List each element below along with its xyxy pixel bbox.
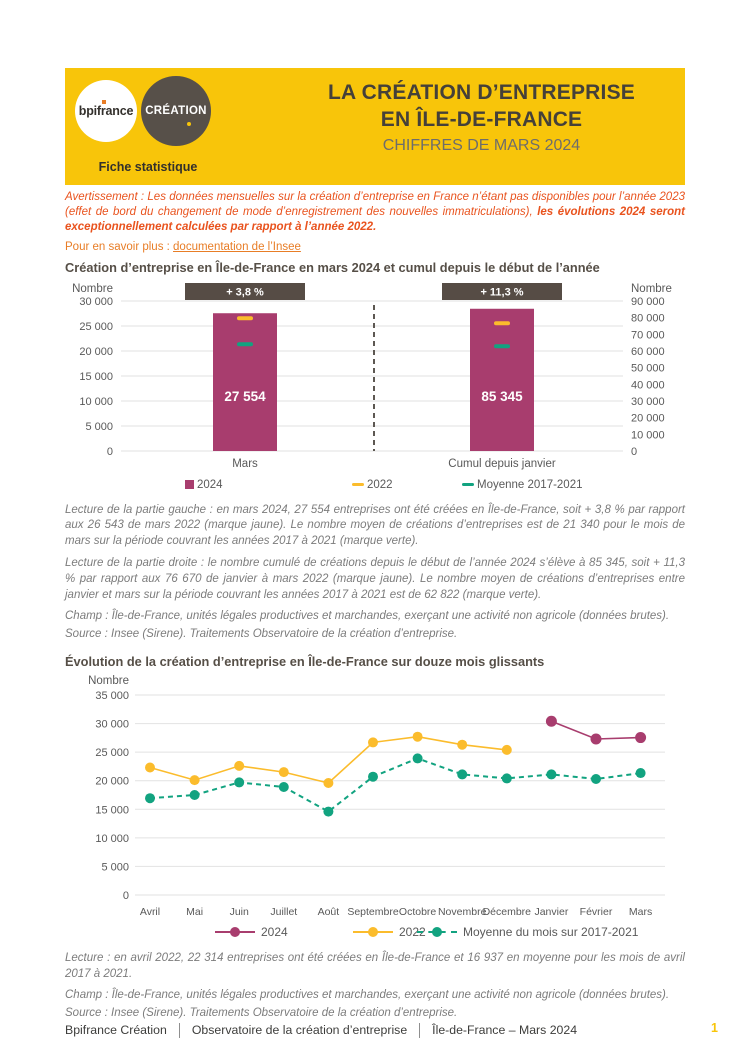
- page-number: 1: [711, 1021, 718, 1035]
- x-category-label: Mars: [232, 457, 258, 470]
- y-tick: 25 000: [95, 747, 129, 760]
- y-tick-right: 20 000: [631, 412, 665, 425]
- data-point: [279, 768, 289, 778]
- data-point: [368, 772, 378, 782]
- section1-heading: Création d’entreprise en Île-de-France en mars 2024 et cumul depuis le début de l’année: [65, 259, 600, 275]
- line-chart-legend: [65, 923, 685, 947]
- y-axis-label: Nombre: [88, 675, 129, 688]
- legend-label-2022: 2022: [367, 478, 393, 491]
- logo-caption: Fiche statistique: [98, 160, 198, 174]
- y-tick: 5 000: [101, 861, 129, 874]
- y-tick-right: 70 000: [631, 328, 665, 341]
- x-category-label: Cumul depuis janvier: [448, 457, 556, 470]
- data-point: [457, 770, 467, 780]
- data-point: [323, 807, 333, 817]
- y-tick-left: 25 000: [79, 320, 113, 333]
- data-point: [190, 776, 200, 786]
- evolution-badge-label: + 11,3 %: [480, 286, 524, 299]
- section2-heading: Évolution de la création d’entreprise en Île-de-France sur douze mois glissants: [65, 654, 545, 670]
- insee-documentation-link[interactable]: documentation de l’Insee: [173, 240, 301, 253]
- y-tick-left: 30 000: [79, 295, 113, 308]
- x-month-label: Décembre: [482, 906, 532, 919]
- page-title-line1: LA CRÉATION D’ENTREPRISE: [328, 81, 635, 104]
- x-month-label: Juillet: [270, 906, 298, 919]
- y-tick-right: 80 000: [631, 312, 665, 325]
- bpifrance-logo: [75, 80, 137, 142]
- lecture-right-paragraph: Lecture de la partie droite : le nombre cumulé de créations depuis le début de l’année 2024 s’élève à 85 345, soit + 11,3 % par rapport aux 76 670 de janvier à mars 2022 (marque jaune). Le nombre moyen de créations d’entreprises entre janvier et mars sur la période couvrant les années 2017 à 2021 est de 62 822 (marque verte).: [65, 557, 685, 601]
- y-tick-right: 0: [631, 445, 638, 458]
- legend-item-moyenne: [462, 479, 583, 491]
- legend-item-2022: [352, 479, 393, 491]
- bpifrance-logo-dot-icon: [102, 100, 106, 104]
- monthly-bar-chart: [65, 283, 685, 475]
- x-month-label: Mai: [186, 906, 204, 919]
- y-tick: 20 000: [95, 776, 129, 789]
- legend2-label-moyenne: Moyenne du mois sur 2017-2021: [463, 925, 639, 940]
- data-point: [635, 732, 646, 743]
- data-point: [546, 716, 557, 727]
- footer-brand: Bpifrance Création: [65, 1023, 167, 1037]
- data-point: [234, 778, 244, 788]
- y-tick: 0: [122, 890, 129, 903]
- bar-value-label: 85 345: [481, 388, 523, 404]
- data-point: [190, 790, 200, 800]
- series-line-1: [150, 737, 507, 783]
- header-band: [65, 68, 685, 185]
- data-point: [591, 734, 602, 745]
- bar-chart-legend: [65, 477, 685, 497]
- legend2-item-moyenne: [417, 925, 638, 939]
- creation-logo-text: CRÉATION: [145, 105, 207, 117]
- legend-label-2024: 2024: [197, 478, 223, 491]
- y-tick-right: 30 000: [631, 395, 665, 408]
- creation-logo-dot-icon: [187, 122, 191, 126]
- data-point: [234, 761, 244, 771]
- x-month-label: Novembre: [437, 906, 487, 919]
- page-content: [65, 0, 685, 1022]
- y-axis-label-right: Nombre: [631, 282, 672, 295]
- legend2-swatch-moyenne-icon: [417, 926, 457, 938]
- y-tick: 15 000: [95, 804, 129, 817]
- footer-separator-icon: [419, 1023, 420, 1038]
- bpifrance-logo-text: bpifrance: [78, 104, 134, 118]
- data-point: [145, 763, 155, 773]
- more-info-line: [65, 241, 685, 253]
- y-tick: 35 000: [95, 690, 129, 703]
- x-month-label: Avril: [139, 906, 161, 919]
- data-point: [546, 770, 556, 780]
- evolution-badge-label: + 3,8 %: [226, 286, 264, 299]
- y-tick-right: 50 000: [631, 362, 665, 375]
- warning-text-bold: les évolutions 2024 seront exceptionnellement calculées par rapport à l’année 2022.: [65, 206, 685, 234]
- y-axis-label-left: Nombre: [72, 282, 113, 295]
- y-tick-right: 90 000: [631, 295, 665, 308]
- data-point: [457, 740, 467, 750]
- marker-moyenne: [237, 342, 253, 346]
- data-point: [502, 745, 512, 755]
- x-month-label: Octobre: [398, 906, 437, 919]
- champ-paragraph-1: Champ : Île-de-France, unités légales productives et marchandes, exerçant une activité non agricole (données brutes).: [65, 609, 670, 622]
- y-tick-right: 10 000: [631, 428, 665, 441]
- warning-paragraph: [65, 190, 685, 236]
- footer-separator-icon: [179, 1023, 180, 1038]
- rolling-12m-line-chart: [65, 675, 685, 923]
- legend2-label-2024: 2024: [261, 925, 288, 940]
- data-point: [145, 794, 155, 804]
- bar-value-label: 27 554: [224, 388, 266, 404]
- logo-area: [73, 76, 285, 176]
- bar-2024: [213, 313, 277, 451]
- page-title-line2: EN ÎLE-DE-FRANCE: [380, 108, 583, 132]
- lecture-paragraph-2: Lecture : en avril 2022, 22 314 entreprises ont été créées en Île-de-France et 16 937 en moyenne pour les mois de avril 2017 à 2021.: [65, 952, 685, 981]
- y-tick-left: 5 000: [85, 420, 113, 433]
- y-tick-left: 0: [106, 445, 113, 458]
- data-point: [323, 778, 333, 788]
- x-month-label: Septembre: [347, 906, 399, 919]
- y-tick-right: 60 000: [631, 345, 665, 358]
- page-subtitle: CHIFFRES DE MARS 2024: [382, 136, 581, 154]
- legend-swatch-2024-icon: [185, 480, 194, 489]
- footer-observatory: Observatoire de la création d’entreprise: [191, 1023, 408, 1037]
- bar-2024: [470, 308, 534, 450]
- y-tick: 10 000: [95, 833, 129, 846]
- data-point: [279, 782, 289, 792]
- legend-swatch-moyenne-icon: [462, 483, 474, 486]
- legend2-label-2022: 2022: [399, 925, 426, 940]
- warning-text: Avertissement : Les données mensuelles sur la création d’entreprise en France n’étant pas disponibles pour l’année 2023 (effet de bord du changement de mode d’enregistrement des nouvelles immatriculations),: [65, 191, 685, 219]
- footer: [65, 1020, 685, 1040]
- x-month-label: Juin: [229, 906, 249, 919]
- legend2-swatch-2024-icon: [215, 926, 255, 938]
- legend2-swatch-2022-icon: [353, 926, 393, 938]
- data-point: [502, 774, 512, 784]
- x-month-label: Janvier: [534, 906, 569, 919]
- data-point: [413, 754, 423, 764]
- legend-label-moyenne: Moyenne 2017-2021: [477, 478, 583, 491]
- legend-item-2024: [185, 479, 223, 491]
- lecture-left-paragraph: Lecture de la partie gauche : en mars 2024, 27 554 entreprises ont été créées en Île-de-France, soit + 3,8 % par rapport aux 26 543 de mars 2022 (marque jaune). Le nombre moyen de créations d’entreprises est de 21 340 pour le mois de mars sur la période couvrant les années 2017 à 2021 (marque verte).: [65, 503, 685, 548]
- more-info-label: Pour en savoir plus :: [65, 240, 174, 253]
- x-month-label: Février: [579, 906, 613, 919]
- data-point: [591, 774, 601, 784]
- x-month-label: Mars: [628, 906, 653, 919]
- data-point: [413, 732, 423, 742]
- marker-moyenne: [494, 344, 510, 348]
- legend2-item-2022: [353, 925, 426, 939]
- source-paragraph-2: Source : Insee (Sirene). Traitements Observatoire de la création d’entreprise.: [65, 1006, 458, 1019]
- source-paragraph-1: Source : Insee (Sirene). Traitements Observatoire de la création d’entreprise.: [65, 627, 458, 640]
- legend2-item-2024: [215, 925, 288, 939]
- data-point: [368, 738, 378, 748]
- x-month-label: Août: [317, 906, 340, 919]
- series-line-2: [150, 759, 641, 812]
- data-point: [636, 768, 646, 778]
- marker-2022: [494, 321, 510, 325]
- legend-swatch-2022-icon: [352, 483, 364, 486]
- marker-2022: [237, 316, 253, 320]
- title-block: [280, 79, 683, 155]
- y-tick-right: 40 000: [631, 378, 665, 391]
- y-tick-left: 10 000: [79, 395, 113, 408]
- y-tick-left: 20 000: [79, 345, 113, 358]
- footer-region-date: Île-de-France – Mars 2024: [432, 1023, 578, 1037]
- creation-logo: [141, 76, 211, 146]
- y-tick-left: 15 000: [79, 370, 113, 383]
- champ-paragraph-2: Champ : Île-de-France, unités légales productives et marchandes, exerçant une activité non agricole (données brutes).: [65, 989, 670, 1002]
- y-tick: 30 000: [95, 718, 129, 731]
